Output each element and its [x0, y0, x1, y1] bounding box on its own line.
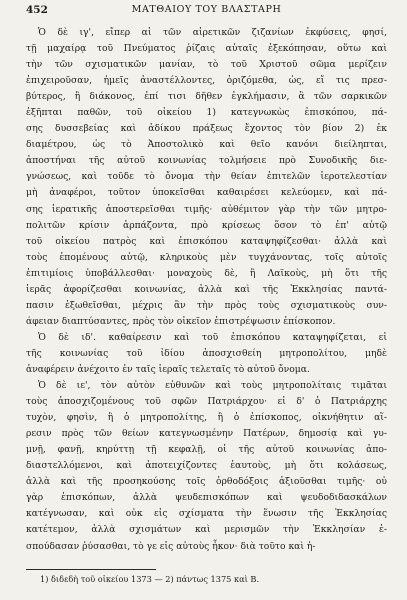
text-line: ἐξῆπται παθῶν, τοῦ οἰκείου 1) κατεγνωκὼς ἐπισκόπου, πά- — [26, 107, 387, 119]
text-line: μνῇ, φανῇ, κηρύττῃ τῇ κεφαλῇ, οἱ τῆς αὐτοῦ κοινωνίας ἀπο- — [26, 444, 387, 456]
running-title: ΜΑΤΘΑΙΟΥ ΤΟΥ ΒΛΑΣΤΑΡΗ — [131, 4, 282, 15]
text-line: διαμέτρου, ὡς τὸ Ἀποστολικὸ καὶ θεῖο κανόνι διείληπται, — [26, 139, 387, 151]
text-line: τὴν τῶν σχισματικῶν μανίαν, τὸ τοῦ Χριστοῦ σῶμα μερίζειν — [26, 59, 387, 71]
text-line: μὴ ἀναφέροι, τοῦτον ὑποκεῖσθαι καθαιρέσει κελεύομεν, καὶ πά- — [26, 187, 387, 199]
text-line: τῇ μαχαίρᾳ τοῦ Πνεύματος ῥίζαις αὐταῖς ἐξεκόπησαν, οὕτω καὶ — [26, 43, 387, 55]
page-number: 452 — [26, 4, 48, 16]
text-line: πολιτῶν κρίσιν ἁρπάζοντα, πρὸ κρίσεως ὅσον τὸ ἐπ' αὐτῷ — [26, 219, 387, 231]
text-line: βύτερος, ἢ διάκονος, ἐπί τισι δῆθεν ἐγκλήμασιν, ἃ τῶν σαρκικῶν — [26, 91, 387, 103]
text-line: τυχὸν, φησὶν, ἢ ὁ μητροπολίτης, ἢ ὁ ἐπίσκοπος, οἰκνήθητιν αἵ- — [26, 412, 387, 424]
text-line: Ὁ δὲ ιγ', εἴπερ αἱ τῶν αἱρετικῶν ζιζανίων ἐκφύσεις, φησί, — [38, 27, 387, 38]
text-line: σης ἱερατικῆς ἀποστερεῖσθαι τιμῆς· αὐθέμιτον γὰρ τὴν τῶν μητρο- — [26, 203, 387, 215]
text-line: τοὺς ἑπομένους αὐτῷ, κληρικοὺς μὲν τυγχάνοντας, τοῖς αὐτοῖς — [26, 251, 387, 263]
text-line: τοὺς ἀποσχιζομένους τοῦ σφῶν Πατριάρχου· εἰ δ' ὁ Πατριάρχης — [26, 396, 387, 408]
text-line: σπούδασαν ῥύσασθαι, τὸ γε εἰς αὐτοὺς ἧκον· διὰ τοῦτο καὶ ἡ- — [26, 540, 316, 552]
text-line: ἐπιχειροῦσαν, ἡμεῖς ἀναστέλλοντες, ὁριζόμεθα, ὡς, εἴ τις πρεσ- — [26, 75, 387, 87]
text-line: διαστελλόμενοι, καὶ ἀποτειχίζοντες ἑαυτοὺς, μὴ ὅτι κολάσεως, — [26, 460, 387, 472]
footnote: 1) διδεδὴ τοῦ οἰκείου 1373 — 2) πάντως 1375 καὶ Β. — [40, 574, 260, 584]
text-line: γὰρ ἐπισκόπων, ἀλλὰ ψευδεπισκόπων καὶ ψευδοδιδασκάλων — [26, 492, 387, 504]
text-line: ἀλλὰ καὶ τῆς προσηκούσης τοῖς ὀρθοδόξοις ἀξιοῦσθαι τιμῆς· οὐ — [26, 476, 387, 488]
text-line: ρεσιν πρὸς τῶν θείων κατεγνωσμένην Πατέρων, δημοσίᾳ καὶ γυ- — [26, 428, 387, 440]
page-header — [26, 4, 387, 18]
text-line: κατέγνωσαν, καὶ οὐκ εἰς σχίσματα τὴν ἕνωσιν τῆς Ἐκκλησίας — [26, 508, 387, 520]
text-line: ἐπιτιμίοις ὑποβάλλεσθαι· μοναχοὺς δὲ, ἢ Λαϊκοὺς, μὴ ὅτι τῆς — [26, 267, 387, 279]
text-line: ἀναφέρειν ἀνέχοιτο ἐν ταῖς ἱεραῖς τελεταῖς τὸ αὐτοῦ ὄνομα. — [26, 363, 310, 375]
text-line: Ὁ δὲ ιδ'. καθαίρεσιν καὶ τοῦ ἐπισκόπου καταψηφίζεται, εἰ — [38, 331, 387, 343]
text-line: Ὁ δὲ ιε', τὸν αὐτὸν εὐθυνῶν καὶ τοὺς μητροπολίταις τιμᾶται — [38, 380, 387, 392]
text-line: πασιν ἐξωθεῖσθαι, μέχρις ἂν τὴν πρὸς τοὺς σχισματικοὺς συν- — [26, 299, 387, 311]
footnote-rule — [26, 569, 156, 570]
text-body — [26, 25, 387, 555]
text-line: τῆς κοινωνίας τοῦ ἰδίου ἀποσχισθείη μητροπολίτου, μηδὲ — [26, 347, 387, 359]
text-line: τοῦ οἰκείου πατρὸς καὶ ἐπισκόπου καταψηφίζεσθαι· ἀλλὰ καὶ — [26, 235, 387, 247]
text-line: γνώσεως, καὶ τοῦδε τὸ ὄνομα τὴν θείαν ἐπιτελῶν ἱεροτελεστίαν — [26, 171, 387, 183]
text-line: ἱερᾶς ἀφορίζεσθαι κοινωνίας, ἀλλὰ καὶ τῆς Ἐκκλησίας παντά- — [26, 283, 387, 295]
text-line: άφειαν διαπτύσαντες, πρὸς τὸν οἰκεῖον ἐπιστρέψωσιν ἐπίσκοπον. — [26, 315, 336, 327]
text-line: σης δυσσεβείας καὶ ἀδίκου πράξεως ἔχοντος τὸν βίον 2) ἐκ — [26, 123, 387, 135]
text-line: κατέτεμον, ἀλλὰ σχισμάτων καὶ μερισμῶν τὴν Ἐκκλησίαν ἐ- — [26, 524, 387, 536]
text-line: ἀποστήναι τῆς αὐτοῦ κοινωνίας τολμήσειε πρὸ Συνοδικῆς διε- — [26, 155, 387, 167]
